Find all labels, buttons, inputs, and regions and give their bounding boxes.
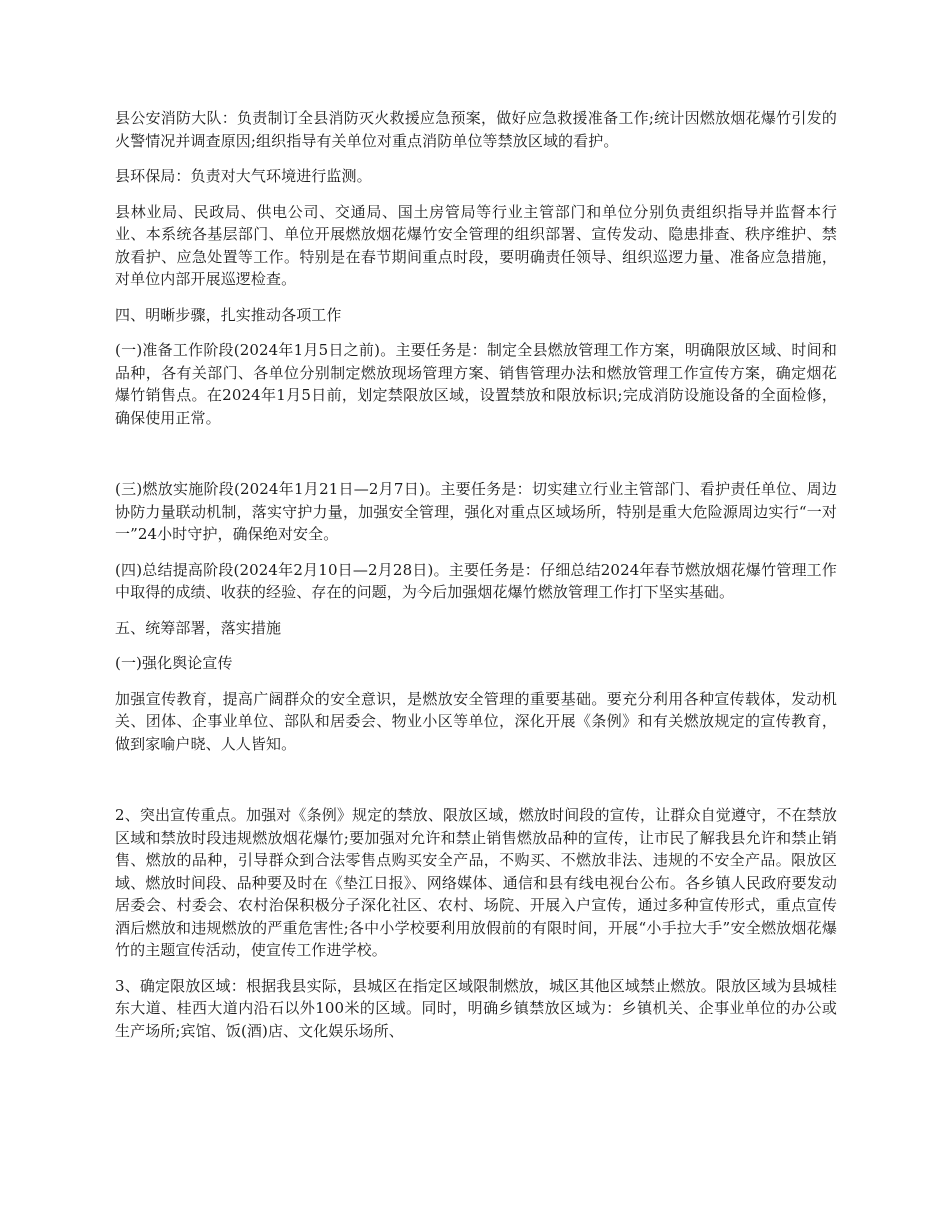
paragraph-publicity-focus: 2、突出宣传重点。加强对《条例》规定的禁放、限放区域，燃放时间段的宣传，让群众自觉遵守，不在禁放区域和禁放时段违规燃放烟花爆竹;要加强对允许和禁止销售燃放品种的宣传，让市民了解我县允许和禁止销售、燃放的品种，引导群众到合法零售点购买安全产品，不购买、不燃放非法、违规的不安全产品。限放区域、燃放时间段、品种要及时在《垫江日报》、网络媒体、通信和县有线电视台公布。各乡镇人民政府要发动居委会、村委会、农村治保积极分子深化社区、农村、场院、开展入户宣传，通过多种宣传形式，重点宣传酒后燃放和违规燃放的严重危害性;各中小学校要利用放假前的有限时间，开展“小手拉大手”安全燃放烟花爆竹的主题宣传活动，使宣传工作进学校。 bbox=[115, 806, 837, 959]
section-heading-four: 四、明晰步骤，扎实推动各项工作 bbox=[115, 305, 342, 324]
paragraph-implementation-stage: (三)燃放实施阶段(2024年1月21日—2月7日)。主要任务是：切实建立行业主管部门、看护责任单位、周边协防力量联动机制，落实守护力量，加强安全管理，强化对重点区域场所，特别是重大危险源周边实行“一对一”24小时守护，确保绝对安全。 bbox=[115, 480, 837, 543]
paragraph-publicity-education: 加强宣传教育，提高广阔群众的安全意识，是燃放安全管理的重要基础。要充分利用各种宣传载体，发动机关、团体、企事业单位、部队和居委会、物业小区等单位，深化开展《条例》和有关燃放规定的宣传教育，做到家喻户晓、人人皆知。 bbox=[115, 689, 837, 753]
paragraph-environment-bureau: 县环保局：负责对大气环境进行监测。 bbox=[115, 167, 372, 185]
subheading-publicity: (一)强化舆论宣传 bbox=[115, 654, 233, 672]
paragraph-fire-brigade: 县公安消防大队：负责制订全县消防灭火救援应急预案，做好应急救援准备工作;统计因燃放烟花爆竹引发的火警情况并调查原因;组织指导有关单位对重点消防单位等禁放区域的看护。 bbox=[115, 109, 837, 150]
paragraph-restricted-areas: 3、确定限放区域：根据我县实际，县城区在指定区域限制燃放，城区其他区域禁止燃放。限放区域为县城桂东大道、桂西大道内沿石以外100米的区域。同时，明确乡镇禁放区域为：乡镇机关、企事业单位的办公或生产场所;宾馆、饭(酒)店、文化娱乐场所、 bbox=[115, 976, 837, 1040]
blank-gap bbox=[115, 768, 837, 804]
paragraph-preparation-stage: (一)准备工作阶段(2024年1月5日之前)。主要任务是：制定全县燃放管理工作方案，明确限放区域、时间和品种，各有关部门、各单位分别制定燃放现场管理方案、销售管理办法和燃放管理工作宣传方案，确定烟花爆竹销售点。在2024年1月5日前，划定禁限放区域，设置禁放和限放标识;完成消防设施设备的全面检修，确保使用正常。 bbox=[115, 341, 837, 427]
paragraph-industry-departments: 县林业局、民政局、供电公司、交通局、国土房管局等行业主管部门和单位分别负责组织指导并监督本行业、本系统各基层部门、单位开展燃放烟花爆竹安全管理的组织部署、宣传发动、隐患排查、秩序维护、禁放看护、应急处置等工作。特别是在春节期间重点时段，要明确责任领导、组织巡逻力量、准备应急措施，对单位内部开展巡逻检查。 bbox=[115, 202, 837, 288]
blank-gap bbox=[115, 442, 837, 478]
paragraph-summary-stage: (四)总结提高阶段(2024年2月10日—2月28日)。主要任务是：仔细总结2024年春节燃放烟花爆竹管理工作中取得的成绩、收获的经验、存在的问题，为今后加强烟花爆竹燃放管理工作打下坚实基础。 bbox=[115, 560, 837, 601]
document-page bbox=[115, 107, 837, 1055]
section-heading-five: 五、统筹部署，落实措施 bbox=[115, 618, 282, 637]
